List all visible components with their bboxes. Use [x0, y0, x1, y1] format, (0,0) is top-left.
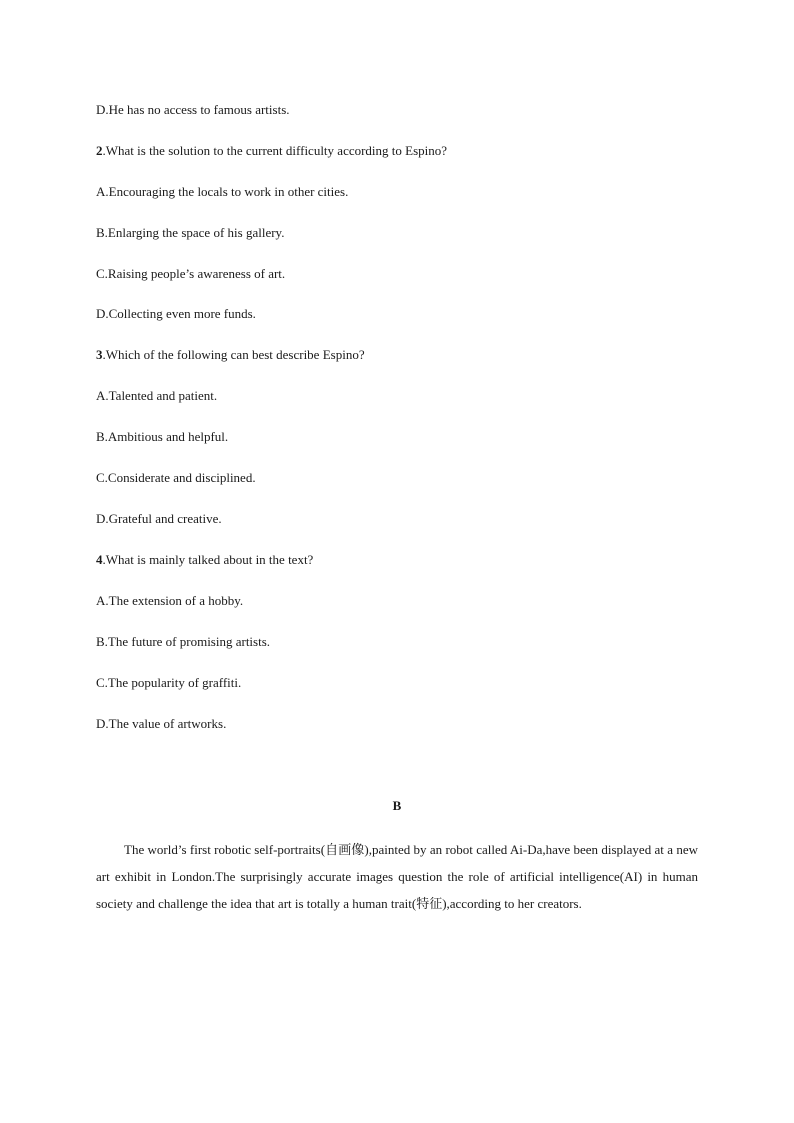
question-2 — [96, 143, 447, 159]
q3-option-b: B.Ambitious and helpful. — [96, 429, 229, 444]
q3-option-d: D.Grateful and creative. — [96, 511, 222, 526]
q4-option-d: D.The value of artworks. — [96, 716, 227, 731]
q2-option-a: A.Encouraging the locals to work in other cities. — [96, 184, 349, 199]
q2-option-b: B.Enlarging the space of his gallery. — [96, 225, 285, 240]
question-3 — [96, 347, 365, 363]
question-text: .Which of the following can best describe Espino? — [102, 347, 365, 362]
q3-option-a: A.Talented and patient. — [96, 388, 218, 403]
q4-option-c: C.The popularity of graffiti. — [96, 675, 242, 690]
question-text: .What is the solution to the current difficulty according to Espino? — [102, 143, 448, 158]
section-title: B — [392, 798, 402, 813]
q2-option-d: D.Collecting even more funds. — [96, 306, 256, 321]
question-text: .What is mainly talked about in the text? — [102, 552, 314, 567]
q1-option-d: D.He has no access to famous artists. — [96, 102, 290, 117]
q2-option-c: C.Raising people’s awareness of art. — [96, 266, 286, 281]
question-4 — [96, 552, 313, 568]
question-number: 4 — [96, 552, 103, 567]
question-number: 3 — [96, 347, 103, 362]
question-number: 2 — [96, 143, 103, 158]
q4-option-a: A.The extension of a hobby. — [96, 593, 244, 608]
section-paragraph: The world’s first robotic self-portraits(自画像),painted by an robot called Ai-Da,have been displayed at a new art exhibit in London.The surprisingly accurate images question the role of artificial intelligence(AI) in human society and challenge the idea that art is totally a human trait(特征),according to her creators. — [96, 842, 698, 911]
q4-option-b: B.The future of promising artists. — [96, 634, 271, 649]
q3-option-c: C.Considerate and disciplined. — [96, 470, 256, 485]
